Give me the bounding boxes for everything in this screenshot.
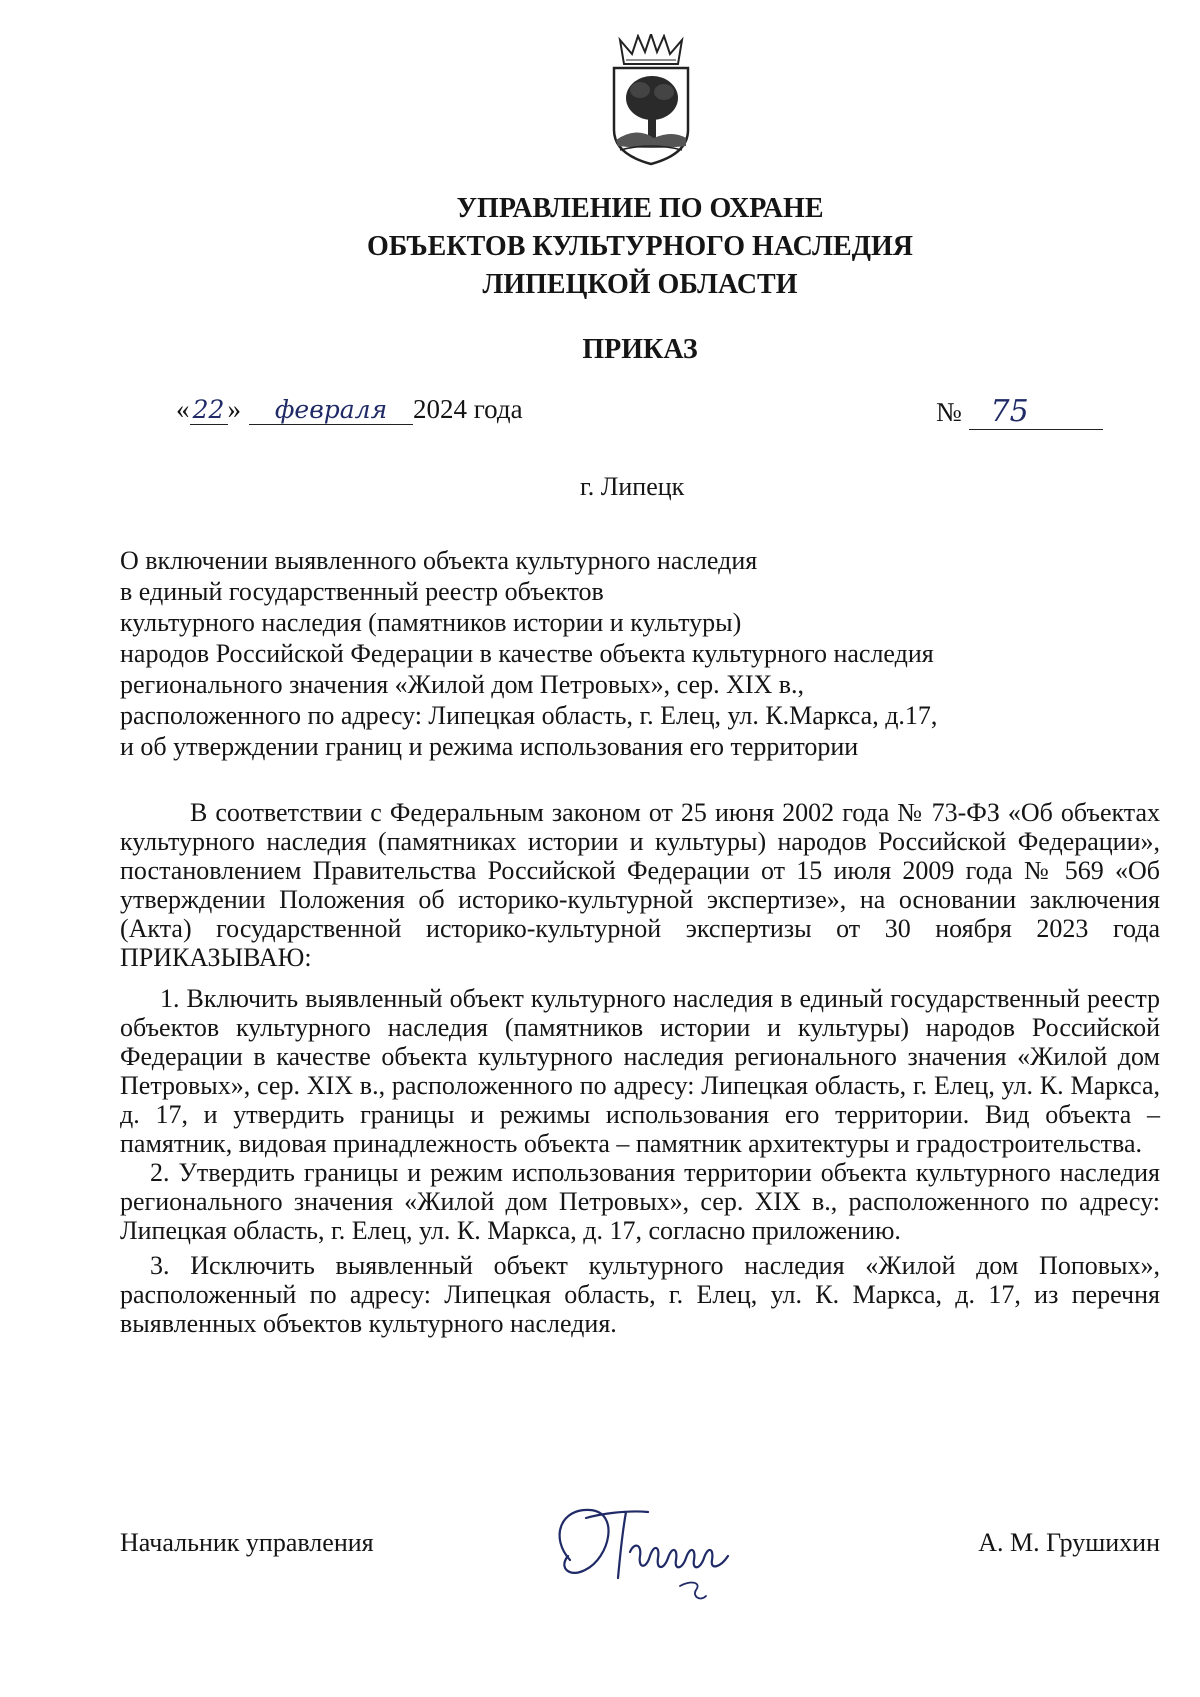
city: г. Липецк: [580, 472, 685, 501]
order-item-3: 3. Исключить выявленный объект культурного наследия «Жилой дом Поповых», расположенный по адресу: Липецкая область, г. Елец, ул. К. Маркса, д. 17, из перечня выявленных объектов культурного наследия.: [120, 1251, 1160, 1338]
order-subject: [120, 545, 937, 762]
subject-line: расположенного по адресу: Липецкая область, г. Елец, ул. К.Маркса, д.17,: [120, 701, 938, 730]
number-label: №: [936, 397, 962, 427]
authority-line-1: УПРАВЛЕНИЕ ПО ОХРАНЕ: [456, 193, 824, 224]
date-year: 2024 года: [413, 394, 523, 424]
order-item-1: 1. Включить выявленный объект культурного наследия в единый государственный реестр объектов культурного наследия (памятников истории и культуры) народов Российской Федерации в качестве объекта культурного наследия регионального значения «Жилой дом Петровых», сер. XIX в., расположенного по адресу: Липецкая область, г. Елец, ул. К. Маркса, д. 17, и утвердить границы и режимы использования его территории. Вид объекта – памятник, видовая принадлежность объекта – памятник архитектуры и градостроительства.: [120, 984, 1160, 1158]
subject-line: культурного наследия (памятников истории и культуры): [120, 608, 742, 637]
date-month: февраля: [249, 395, 413, 425]
signatory-name: А. М. Грушихин: [978, 1528, 1160, 1557]
authority-line-2: ОБЪЕКТОВ КУЛЬТУРНОГО НАСЛЕДИЯ: [367, 231, 913, 262]
preamble-paragraph: В соответствии с Федеральным законом от 25 июня 2002 года № 73-ФЗ «Об объектах культурного наследия (памятниках истории и культуры) народов Российской Федерации», постановлением Правительства Российской Федерации от 15 июля 2009 года № 569 «Об утверждении Положения об историко-культурной экспертизе», на основании заключения (Акта) государственной историко-культурной экспертизы от 30 ноября 2023 года ПРИКАЗЫВАЮ:: [120, 798, 1160, 972]
date-day: 22: [190, 395, 228, 425]
date-close-quote: »: [227, 394, 241, 424]
date-open-quote: «: [176, 394, 190, 424]
subject-line: О включении выявленного объекта культурного наследия: [120, 546, 758, 575]
authority-line-3: ЛИПЕЦКОЙ ОБЛАСТИ: [482, 269, 798, 300]
subject-line: в единый государственный реестр объектов: [120, 577, 604, 606]
handwritten-signature: [530, 1498, 770, 1608]
subject-line: регионального значения «Жилой дом Петровых», сер. XIX в.,: [120, 670, 805, 699]
document-type: ПРИКАЗ: [582, 334, 698, 365]
signature-block: [120, 1510, 1160, 1630]
subject-line: народов Российской Федерации в качестве объекта культурного наследия: [120, 639, 934, 668]
order-item-2: 2. Утвердить границы и режим использования территории объекта культурного наследия регионального значения «Жилой дом Петровых», сер. XIX в., расположенного по адресу: Липецкая область, г. Елец, ул. К. Маркса, д. 17, согласно приложению.: [120, 1158, 1160, 1245]
number-value: 75: [969, 394, 1103, 430]
order-date: [176, 394, 523, 425]
order-number: [936, 394, 1103, 430]
issuing-authority: [300, 190, 980, 304]
coat-of-arms-icon: [610, 34, 692, 166]
subject-line: и об утверждении границ и режима использования его территории: [120, 732, 859, 761]
signatory-position: Начальник управления: [120, 1528, 374, 1557]
order-body: [120, 798, 1160, 1338]
